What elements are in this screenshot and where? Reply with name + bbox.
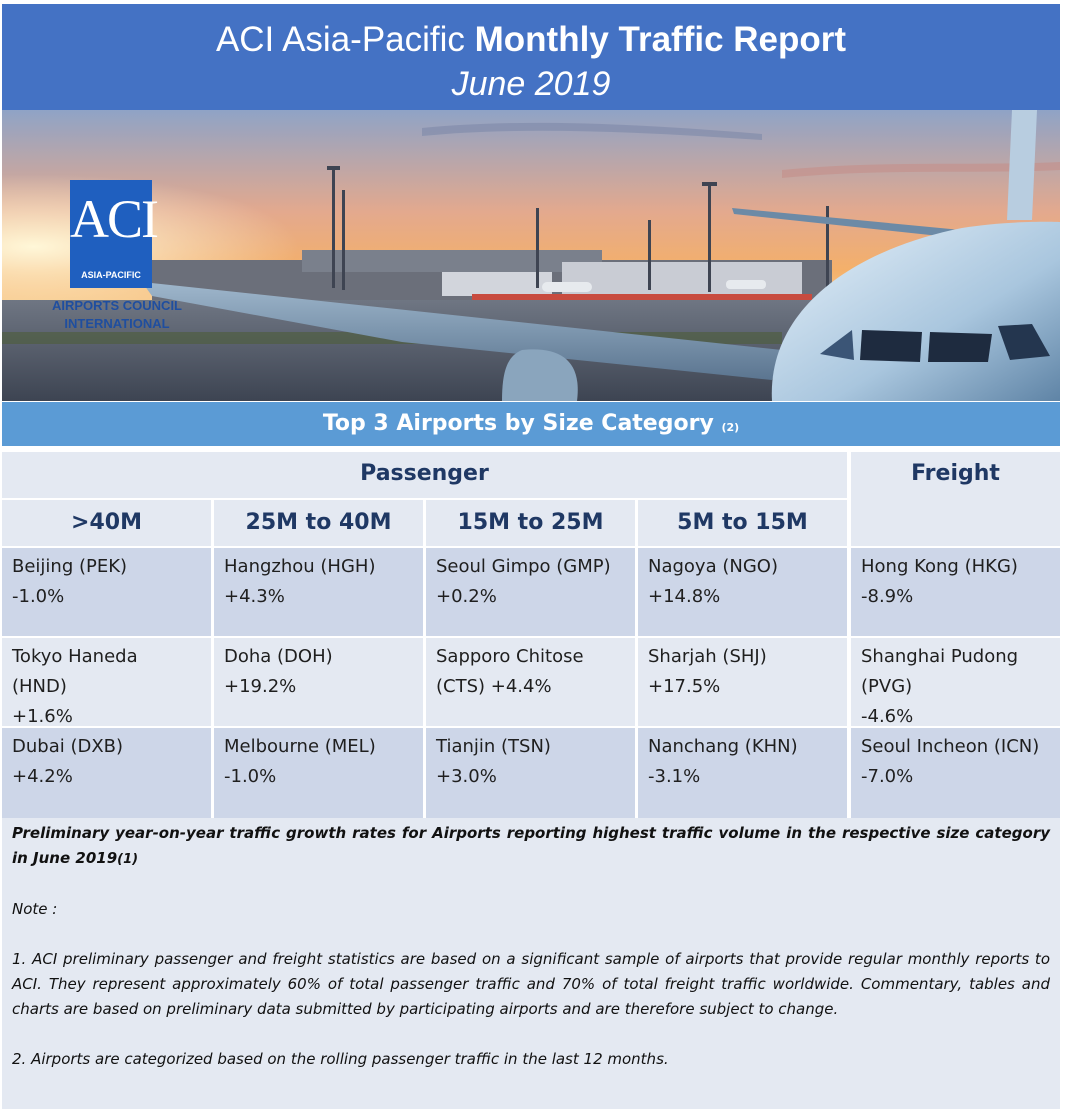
cell-text: Nagoya (NGO) +14.8% xyxy=(648,556,778,607)
aci-logo-mark xyxy=(70,180,157,288)
freight-group-header xyxy=(851,452,1060,546)
table-cell xyxy=(214,728,423,818)
section-footnote-ref: (2) xyxy=(721,421,740,434)
table-cell xyxy=(426,638,635,726)
notes-lead-text: Preliminary year-on-year traffic growth rates for Airports reporting highest traffic volume in the respective size category in June 2019 xyxy=(12,824,1050,867)
cell-text: Nanchang (KHN) -3.1% xyxy=(648,736,798,787)
cell-text: Melbourne (MEL) -1.0% xyxy=(224,736,376,787)
cell-text: Tokyo Haneda (HND) +1.6% xyxy=(12,646,138,727)
note-2: 2. Airports are categorized based on the rolling passenger traffic in the last 12 months. xyxy=(12,1050,669,1068)
cell-text: Hangzhou (HGH) +4.3% xyxy=(224,556,376,607)
table-cell xyxy=(2,548,211,636)
size-header-40m-plus: >40M xyxy=(2,500,211,546)
cell-text: Hong Kong (HKG) -8.9% xyxy=(861,556,1018,607)
notes-panel xyxy=(2,818,1060,1109)
report-header xyxy=(2,4,1060,110)
table-cell xyxy=(638,548,847,636)
top-airports-table xyxy=(2,452,1060,818)
cell-text: Sapporo Chitose (CTS) +4.4% xyxy=(436,646,584,697)
cell-text: Doha (DOH) +19.2% xyxy=(224,646,333,697)
table-cell xyxy=(426,548,635,636)
table-cell xyxy=(638,728,847,818)
logo-mark-text: ACI xyxy=(70,189,157,249)
table-cell xyxy=(638,638,847,726)
note-1: 1. ACI preliminary passenger and freight statistics are based on a significant sample of airports that provide regular monthly reports to ACI. They represent approximately 60% of total passenger traffic and 70% of total freight traffic worldwide. Commentary, tables and charts are based on preliminary data submitted by participating airports and are therefore subject to change. xyxy=(12,950,1050,1018)
cell-text: Seoul Gimpo (GMP) +0.2% xyxy=(436,556,611,607)
logo-org-line-2: INTERNATIONAL xyxy=(64,316,170,331)
report-title xyxy=(2,20,1060,60)
passenger-header-label: Passenger xyxy=(360,461,489,486)
title-bold: Monthly Traffic Report xyxy=(474,20,847,59)
section-title: Top 3 Airports by Size Category xyxy=(322,411,722,436)
logo-region-text: ASIA-PACIFIC xyxy=(81,270,141,280)
size-header-25m-40m: 25M to 40M xyxy=(214,500,423,546)
cell-text: Seoul Incheon (ICN) -7.0% xyxy=(861,736,1040,787)
cell-text: Dubai (DXB) +4.2% xyxy=(12,736,124,787)
cell-text: Beijing (PEK) -1.0% xyxy=(12,556,128,607)
cell-text: Shanghai Pudong (PVG) -4.6% xyxy=(861,646,1019,727)
section-title-bar xyxy=(2,402,1060,446)
freight-header-label: Freight xyxy=(911,461,1000,486)
table-cell xyxy=(851,638,1060,726)
note-label: Note : xyxy=(12,900,58,918)
title-regular: ACI Asia-Pacific xyxy=(215,20,475,59)
cell-text: Tianjin (TSN) +3.0% xyxy=(436,736,551,787)
size-header-15m-25m: 15M to 25M xyxy=(426,500,635,546)
notes-lead xyxy=(12,821,1050,872)
table-cell xyxy=(851,548,1060,636)
aci-logo xyxy=(52,180,182,340)
table-cell xyxy=(2,728,211,818)
table-cell xyxy=(2,638,211,726)
table-cell xyxy=(214,638,423,726)
notes-lead-ref: (1) xyxy=(117,852,139,867)
table-cell xyxy=(214,548,423,636)
table-cell xyxy=(851,728,1060,818)
report-subtitle: June 2019 xyxy=(451,65,611,103)
table-cell xyxy=(426,728,635,818)
passenger-group-header xyxy=(2,452,847,498)
cell-text: Sharjah (SHJ) +17.5% xyxy=(648,646,767,697)
size-header-5m-15m: 5M to 15M xyxy=(638,500,847,546)
logo-org-line-1: AIRPORTS COUNCIL xyxy=(52,298,182,313)
